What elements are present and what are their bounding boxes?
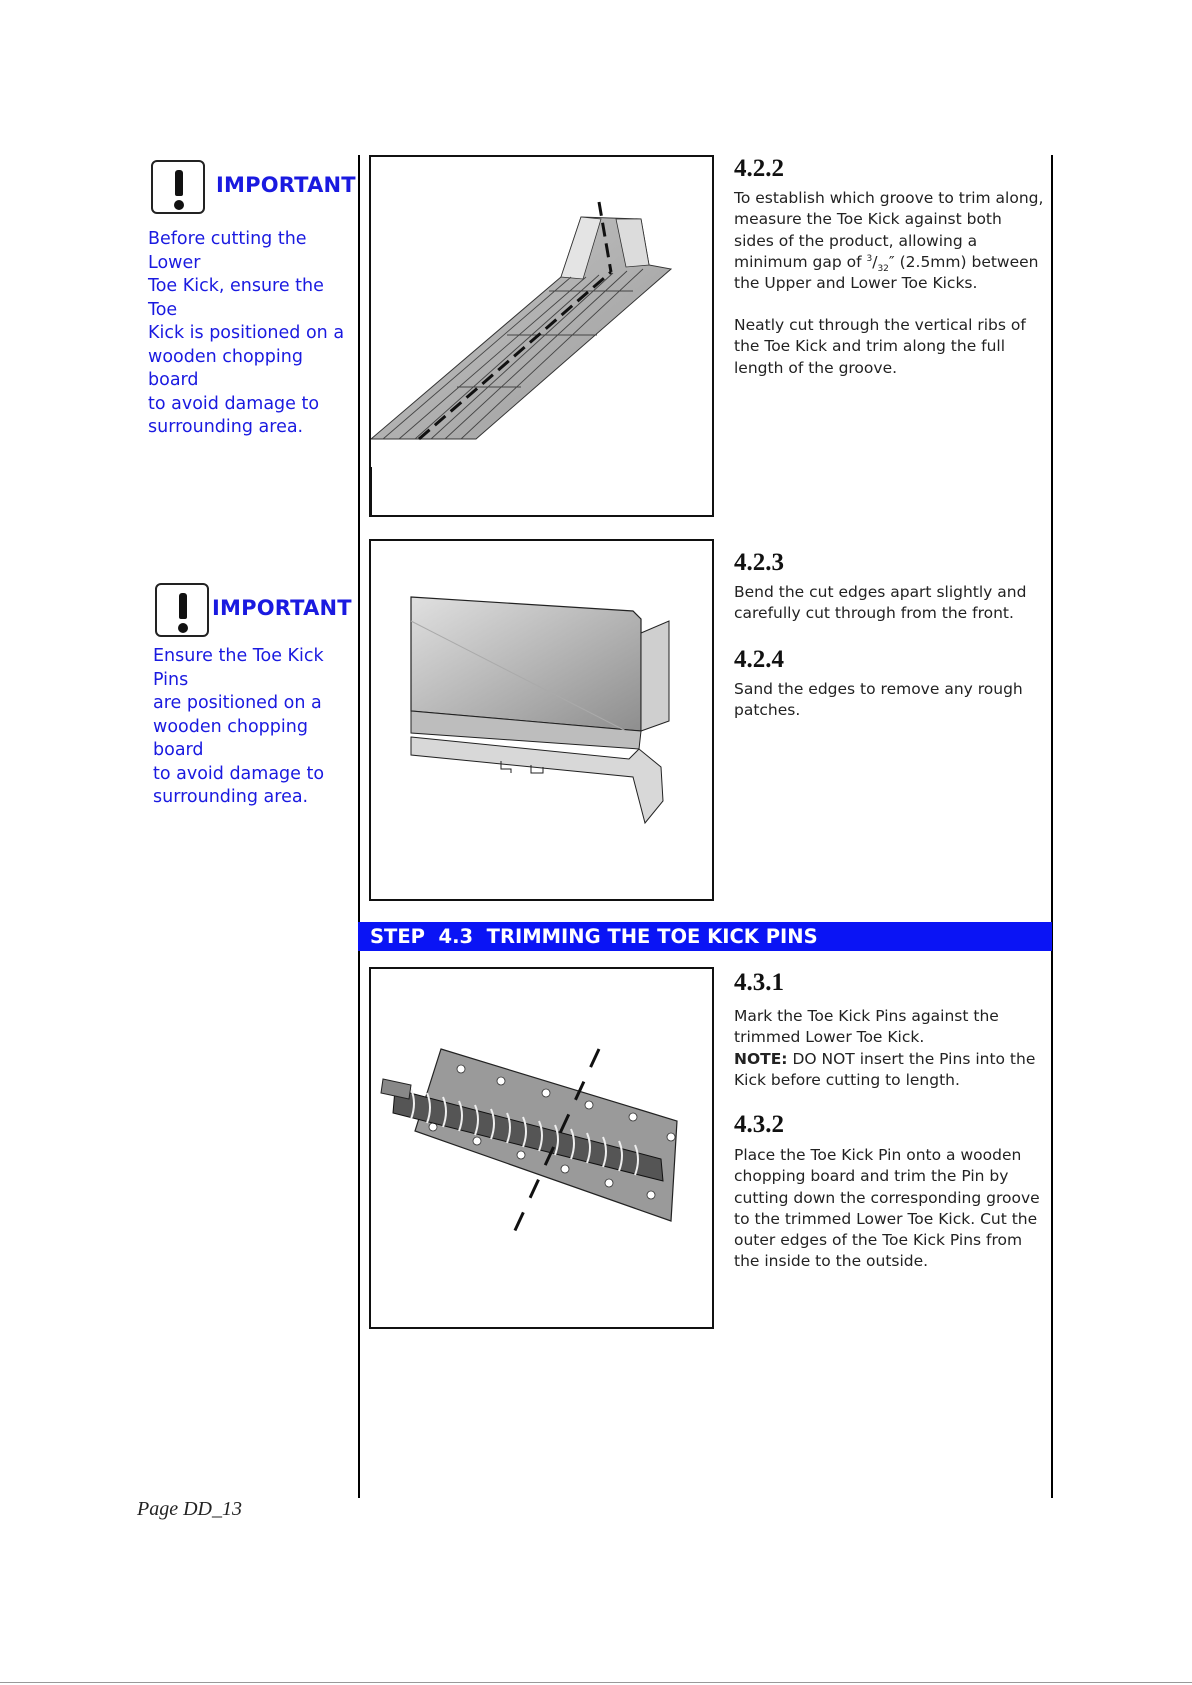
important-text-2: Ensure the Toe Kick Pins are positioned on a wooden chopping board to avoid damage to surrounding area. [153, 646, 325, 807]
toe-kick-groove-illustration [371, 157, 714, 517]
section-number-4-3-2: 4.3.2 [734, 1111, 784, 1138]
note-label: NOTE: [734, 1049, 788, 1068]
section-4-2-4-text: Sand the edges to remove any rough patches. [734, 680, 1023, 720]
figure-toe-kick-groove [369, 155, 714, 517]
section-4-2-2-text-1: To establish which groove to trim along, measure the Toe Kick against both sides of the product, allowing a minimum gap of $^3/_{32}''$ (2.5mm) between the Upper and Lower Toe Kicks. [734, 189, 1044, 293]
cut-edges-illustration [371, 541, 714, 901]
exclamation-icon [155, 583, 209, 637]
section-4-3-2-text: Place the Toe Kick Pin onto a wooden chopping board and trim the Pin by cutting down the corresponding groove to the trimmed Lower Toe Kick. Cut the outer edges of the Toe Kick Pins from the inside to the outside. [734, 1146, 1040, 1271]
important-text-1: Before cutting the Lower Toe Kick, ensure the Toe Kick is positioned on a wooden chopping board to avoid damage to surrounding area. [148, 229, 345, 437]
section-4-3-1-text: Mark the Toe Kick Pins against the trimmed Lower Toe Kick. NOTE: DO NOT insert the Pins into the Kick before cutting to length. [734, 1007, 1036, 1089]
section-number-4-3-1: 4.3.1 [734, 969, 784, 996]
section-number-4-2-4: 4.2.4 [734, 646, 784, 673]
important-title-1: IMPORTANT [216, 173, 356, 197]
exclamation-icon [151, 160, 205, 214]
step-banner: STEP 4.3 TRIMMING THE TOE KICK PINS [358, 922, 1052, 951]
left-column-rule [358, 155, 360, 1498]
section-4-2-3-text: Bend the cut edges apart slightly and carefully cut through from the front. [734, 583, 1027, 623]
important-title-2: IMPORTANT [212, 596, 352, 620]
figure-toe-kick-pins [369, 967, 714, 1329]
right-column-rule [1051, 155, 1053, 1498]
section-4-2-2-text-2: Neatly cut through the vertical ribs of the Toe Kick and trim along the full length of the groove. [734, 316, 1026, 377]
figure-cut-edges [369, 539, 714, 901]
section-number-4-2-3: 4.2.3 [734, 549, 784, 576]
page-bottom-rule [0, 1682, 1192, 1683]
section-number-4-2-2: 4.2.2 [734, 155, 784, 182]
page-number: Page DD_13 [137, 1498, 242, 1520]
toe-kick-pins-illustration [371, 969, 714, 1329]
